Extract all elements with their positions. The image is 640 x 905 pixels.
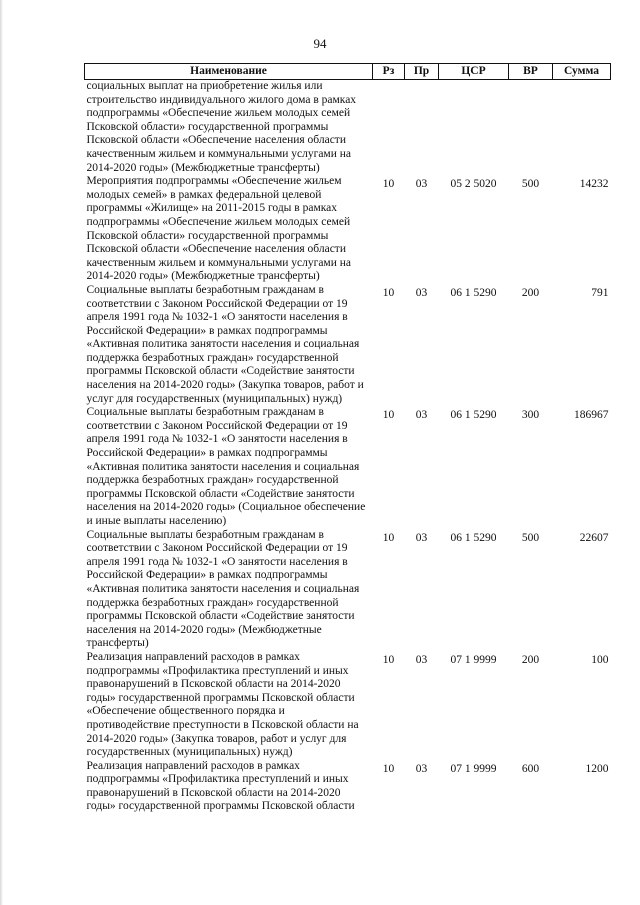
row-sum: 22607 (579, 531, 609, 544)
header-name: Наименование (85, 64, 373, 80)
table-row (85, 175, 611, 284)
row-pr: 03 (415, 762, 428, 775)
row-pr: 03 (415, 286, 428, 299)
row-pr: 03 (415, 531, 428, 544)
row-csr: 06 1 5290 (450, 531, 497, 544)
row-vr: 200 (521, 286, 540, 299)
row-sum: 186967 (574, 409, 609, 422)
row-name: Реализация направлений расходов в рамках подпрограммы «Профилактика преступлений и иных правонарушений в Псковской области на 2014-2020 годы» государственной программы Псковской области «Обеспечение общественного порядка и противодействие преступности в Псковской области на 2014-2020 годы» (Закупка товаров, работ и услуг для государственных (муниципальных) нужд) (86, 650, 359, 759)
continuation-text: социальных выплат на приобретение жилья или строительство индивидуального жилого дома в рамках подпрограммы «Обеспечение жильем молодых семей Псковской области» государственной программы Псковской области «Обеспечение населения области качественным жильем и коммунальными услугами на 2014-2020 годы» (Межбюджетные трансферты) (86, 80, 357, 174)
scan-edge-shadow (0, 0, 3, 905)
row-csr: 06 1 5290 (450, 409, 497, 422)
table-row (85, 651, 611, 760)
row-sum: 1200 (585, 762, 609, 775)
row-vr: 200 (521, 653, 540, 666)
table-row (85, 760, 611, 814)
row-name: Реализация направлений расходов в рамках подпрограммы «Профилактика преступлений и иных правонарушений в Псковской области на 2014-2020 годы» государственной программы Псковской области (86, 759, 355, 813)
row-csr: 07 1 9999 (450, 762, 497, 775)
table-header-row (85, 64, 611, 80)
header-vr: ВР (509, 64, 553, 80)
row-rz: 10 (382, 178, 395, 191)
row-name: Социальные выплаты безработным гражданам в соответствии с Законом Российской Федерации от 19 апреля 1991 года № 1032-1 «О занятости населения в Российской Федерации» в рамках подпрограммы «Активная политика занятости населения и социальная поддержка безработных граждан» государственной программы Псковской области «Содействие занятости населения на 2014-2020 годы» (Закупка товаров, работ и услуг для государственных (муниципальных) нужд) (86, 283, 364, 405)
row-name: Социальные выплаты безработным гражданам в соответствии с Законом Российской Федерации от 19 апреля 1991 года № 1032-1 «О занятости населения в Российской Федерации» в рамках подпрограммы «Активная политика занятости населения и социальная поддержка безработных граждан» государственной программы Псковской области «Содействие занятости населения на 2014-2020 годы» (Социальное обеспечение и иные выплаты населению) (86, 406, 366, 527)
row-pr: 03 (415, 653, 428, 666)
header-rz: Рз (373, 64, 405, 80)
row-name: Социальные выплаты безработным гражданам в соответствии с Законом Российской Федерации от 19 апреля 1991 года № 1032-1 «О занятости населения в Российской Федерации» в рамках подпрограммы «Активная политика занятости населения и социальная поддержка безработных граждан» государственной программы Псковской области «Содействие занятости населения на 2014-2020 годы» (Межбюджетные трансферты) (86, 528, 360, 650)
row-vr: 600 (521, 762, 540, 775)
header-csr: ЦСР (439, 64, 509, 80)
table-row (85, 284, 611, 406)
row-csr: 07 1 9999 (450, 653, 497, 666)
row-name: Мероприятия подпрограммы «Обеспечение жильем молодых семей» в рамках федеральной целевой программы «Жилище» на 2011-2015 годы в рамках подпрограммы «Обеспечение жильем молодых семей Псковской области» государственной программы Псковской области «Обеспечение населения области качественным жильем и коммунальными услугами на 2014-2020 годы» (Межбюджетные трансферты) (86, 175, 351, 283)
header-sum: Сумма (553, 64, 611, 80)
row-pr: 03 (415, 409, 428, 422)
row-vr: 500 (521, 178, 540, 191)
row-rz: 10 (382, 409, 395, 422)
table-row-continuation (85, 80, 611, 176)
row-sum: 791 (591, 286, 609, 299)
table-row (85, 406, 611, 528)
row-rz: 10 (382, 531, 395, 544)
row-csr: 06 1 5290 (450, 286, 497, 299)
row-sum: 100 (591, 653, 609, 666)
row-csr: 05 2 5020 (450, 178, 497, 191)
row-pr: 03 (415, 178, 428, 191)
row-rz: 10 (382, 762, 395, 775)
header-pr: Пр (405, 64, 439, 80)
row-rz: 10 (382, 653, 395, 666)
page-number: 94 (313, 36, 327, 51)
row-vr: 500 (521, 531, 540, 544)
row-sum: 14232 (579, 178, 609, 191)
row-vr: 300 (521, 409, 540, 422)
budget-table (84, 63, 611, 814)
row-rz: 10 (382, 286, 395, 299)
table-row (85, 529, 611, 651)
